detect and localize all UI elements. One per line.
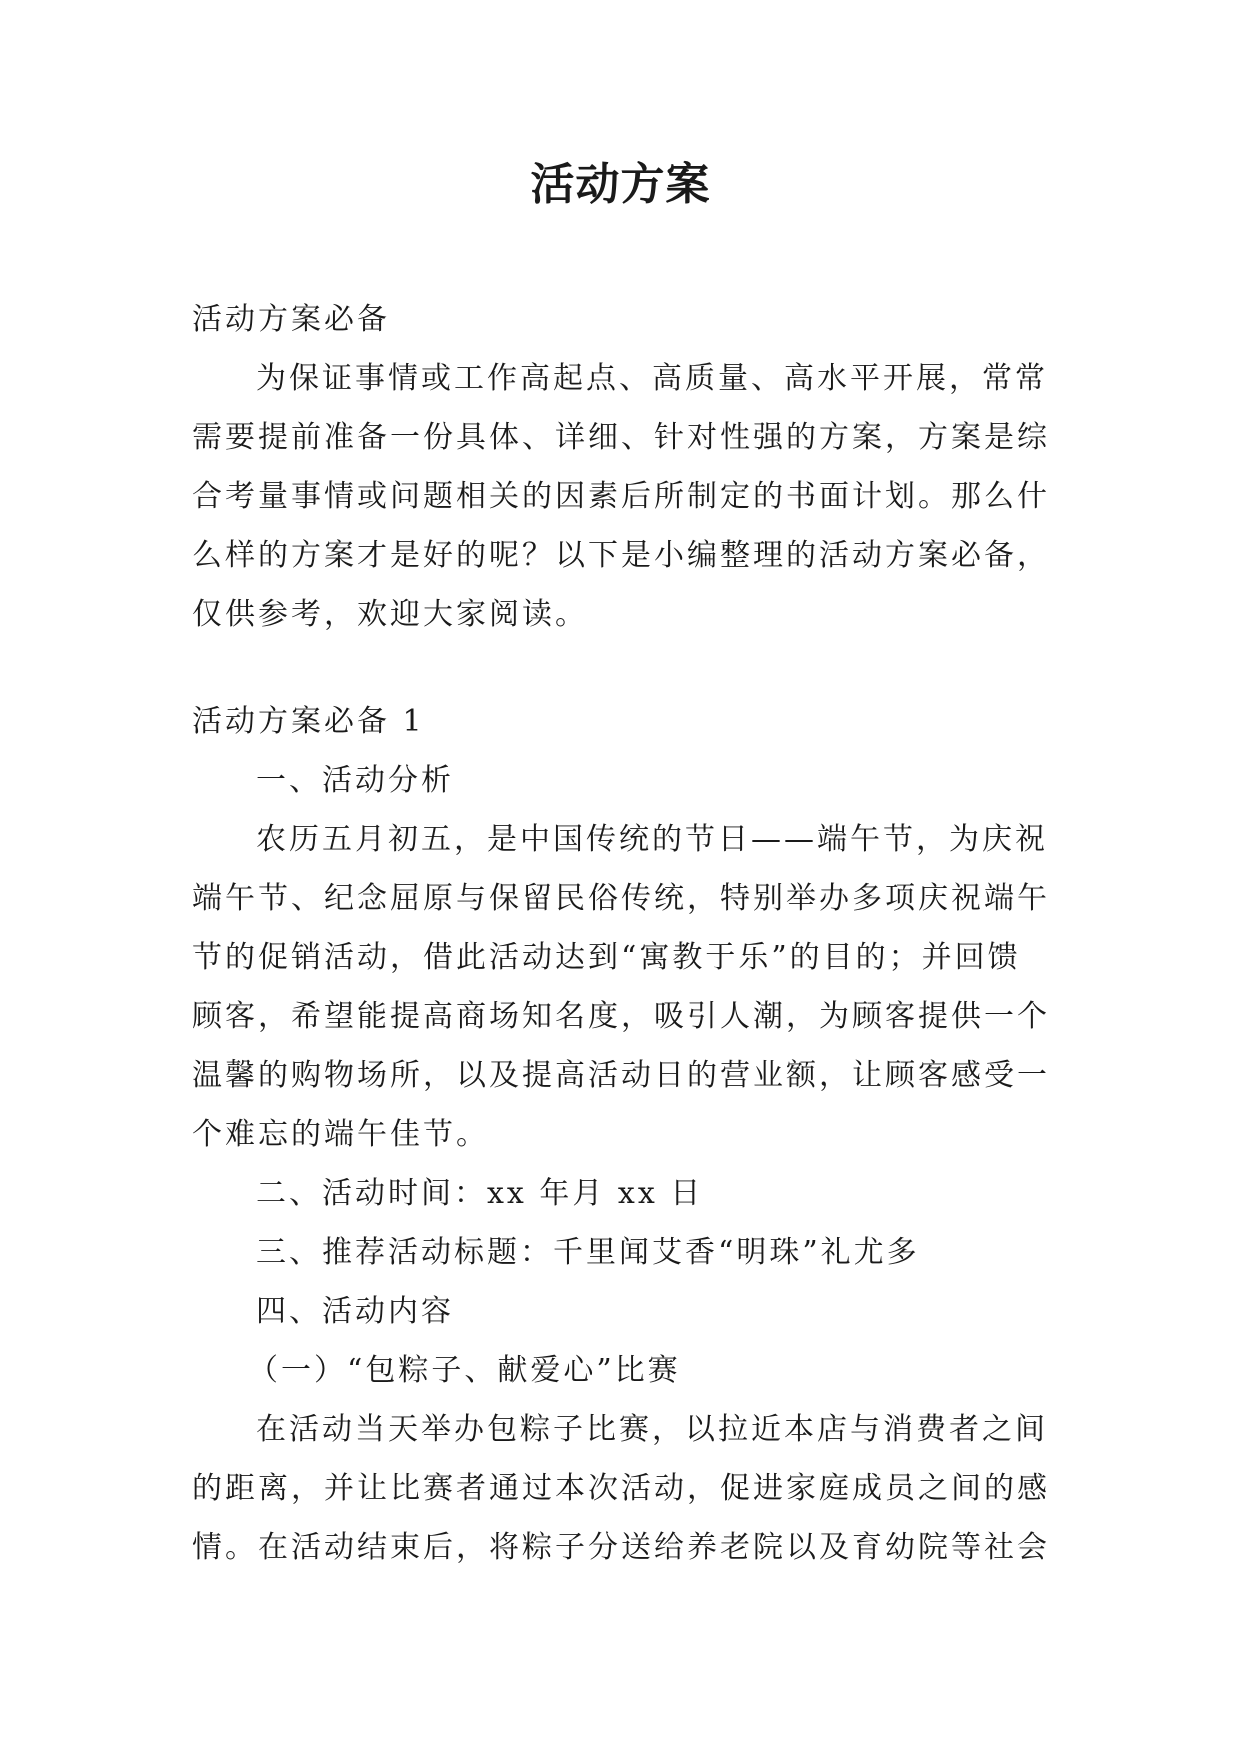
paragraph-line: 需要提前准备一份具体、详细、针对性强的方案，方案是综 [192, 420, 1050, 455]
activity-title: 三、推荐活动标题：千里闻艾香“明珠”礼尤多 [256, 1235, 920, 1270]
paragraph-line: 仅供参考，欢迎大家阅读。 [192, 597, 588, 632]
sub-heading: （一）“包粽子、献爱心”比赛 [248, 1353, 681, 1388]
sub-paragraph [192, 1400, 1052, 1577]
paragraph-line: 在活动当天举办包粽子比赛，以拉近本店与消费者之间 [256, 1412, 1048, 1447]
paragraph-line: 为保证事情或工作高起点、高质量、高水平开展，常常 [256, 361, 1048, 396]
document-title: 活动方案 [530, 159, 711, 210]
paragraph-line: 合考量事情或问题相关的因素后所制定的书面计划。那么什 [192, 479, 1050, 514]
section-heading: 活动方案必备 1 [192, 704, 425, 739]
activity-time: 二、活动时间：xx 年月 xx 日 [256, 1176, 704, 1211]
paragraph-line: 温馨的购物场所，以及提高活动日的营业额，让顾客感受一 [192, 1058, 1050, 1093]
paragraph-line: 端午节、纪念屈原与保留民俗传统，特别举办多项庆祝端午 [192, 881, 1050, 916]
paragraph-line: 个难忘的端午佳节。 [192, 1117, 489, 1152]
paragraph-line: 顾客，希望能提高商场知名度，吸引人潮，为顾客提供一个 [192, 999, 1050, 1034]
intro-paragraph [192, 349, 1052, 644]
paragraph-line: 情。在活动结束后，将粽子分送给养老院以及育幼院等社会 [192, 1530, 1050, 1565]
paragraph-line: 节的促销活动，借此活动达到“寓教于乐”的目的；并回馈 [192, 940, 1021, 975]
section-spacer [192, 644, 1052, 692]
document-body [192, 290, 1052, 1577]
analysis-paragraph [192, 810, 1052, 1164]
content-heading: 四、活动内容 [256, 1294, 454, 1329]
paragraph-line: 农历五月初五，是中国传统的节日——端午节，为庆祝 [256, 822, 1048, 857]
analysis-heading: 一、活动分析 [256, 763, 454, 798]
paragraph-line: 么样的方案才是好的呢？以下是小编整理的活动方案必备， [192, 538, 1050, 573]
intro-heading: 活动方案必备 [192, 302, 390, 337]
paragraph-line: 的距离，并让比赛者通过本次活动，促进家庭成员之间的感 [192, 1471, 1050, 1506]
